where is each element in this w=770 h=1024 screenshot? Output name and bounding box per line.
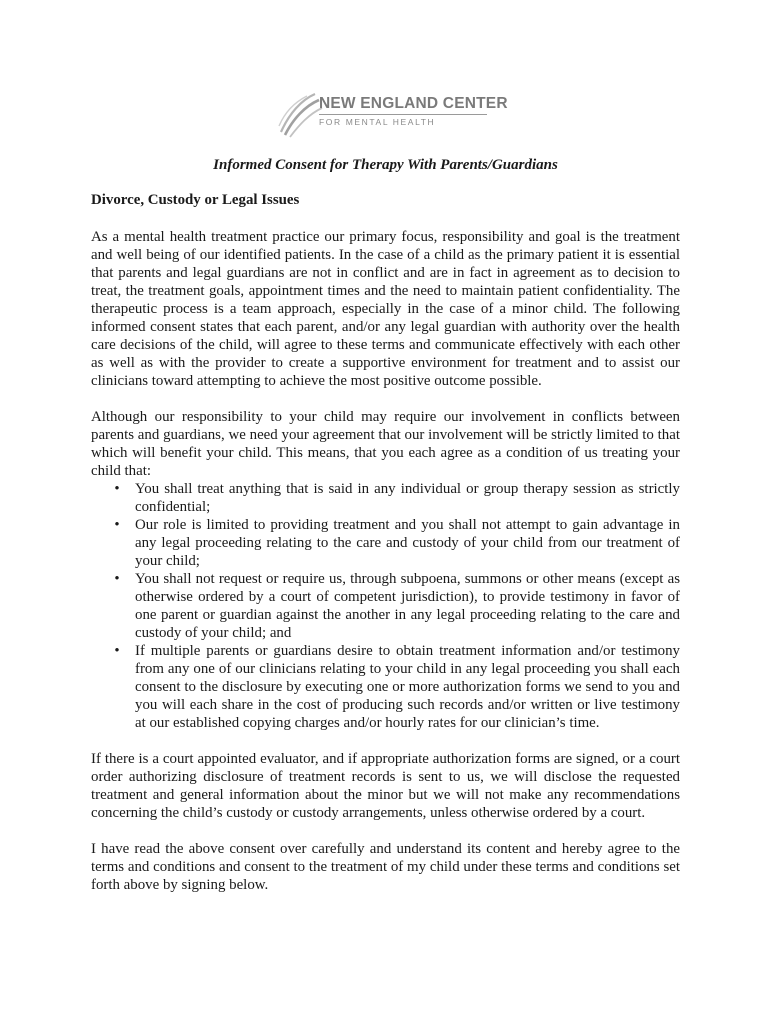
section-heading: Divorce, Custody or Legal Issues xyxy=(91,192,300,208)
list-item xyxy=(114,642,680,732)
bullet-icon: • xyxy=(114,571,120,587)
logo-name-line2: FOR MENTAL HEALTH xyxy=(319,117,436,127)
list-item xyxy=(114,480,680,516)
bullet-icon: • xyxy=(114,517,120,533)
list-item xyxy=(114,516,680,570)
bullet-icon: • xyxy=(114,481,120,497)
document-title: Informed Consent for Therapy With Parents/Guardians xyxy=(213,157,558,173)
bullet-icon: • xyxy=(114,643,120,659)
list-item-text: You shall treat anything that is said in any individual or group therapy session as strictly confidential; xyxy=(135,481,680,515)
logo-name-line1: NEW ENGLAND CENTER xyxy=(319,95,508,112)
logo-divider xyxy=(319,114,487,115)
list-item-text: If multiple parents or guardians desire to obtain treatment information and/or testimony from any one of our clinicians relating to your child in any legal proceeding you shall each consent to the disclosure by executing one or more authorization forms we send to you and you will each share in the cost of producing such records and/or written or live testimony at our established copying charges and/or hourly rates for our clinician’s time. xyxy=(135,643,680,731)
list-item-text: Our role is limited to providing treatment and you shall not attempt to gain advantage in any legal proceeding relating to the care and custody of your child from our treatment of your child; xyxy=(135,517,680,569)
conditions-list xyxy=(91,480,680,732)
paragraph-involvement: Although our responsibility to your child may require our involvement in conflicts between parents and guardians, we need your agreement that our involvement will be strictly limited to that which will benefit your child. This means, that you each agree as a condition of us treating your child that: xyxy=(91,409,680,479)
paragraph-court-evaluator: If there is a court appointed evaluator, and if appropriate authorization forms are signed, or a court order authorizing disclosure of treatment records is sent to us, we will disclose the requested treatment and general information about the minor but we will not make any recommendations concerning the child’s custody or custody arrangements, unless otherwise ordered by a court. xyxy=(91,751,680,821)
list-item xyxy=(114,570,680,642)
list-item-text: You shall not request or require us, through subpoena, summons or other means (except as otherwise ordered by a court of competent jurisdiction), to provide testimony in favor of one parent or guardian against the another in any legal proceeding relating to the care and custody of your child; and xyxy=(135,571,680,641)
paragraph-consent-statement: I have read the above consent over carefully and understand its content and hereby agree to the terms and conditions and consent to the treatment of my child under these terms and conditions set forth above by signing below. xyxy=(91,841,680,893)
document-body xyxy=(91,156,680,912)
organization-logo xyxy=(275,92,508,138)
paragraph-primary-focus: As a mental health treatment practice our primary focus, responsibility and goal is the treatment and well being of our identified patients. In the case of a child as the primary patient it is essential that parents and legal guardians are not in conflict and are in fact in agreement as to decision to treat, the treatment goals, appointment times and the need to maintain patient confidentiality. The therapeutic process is a team approach, especially in the case of a minor child. The following informed consent states that each parent, and/or any legal guardian with authority over the health care decisions of the child, will agree to these terms and communicate effectively with each other as well as with the provider to create a supportive environment for treatment and to assist our clinicians toward attempting to achieve the most positive outcome possible. xyxy=(91,229,680,389)
swoosh-logo-icon xyxy=(275,92,325,138)
